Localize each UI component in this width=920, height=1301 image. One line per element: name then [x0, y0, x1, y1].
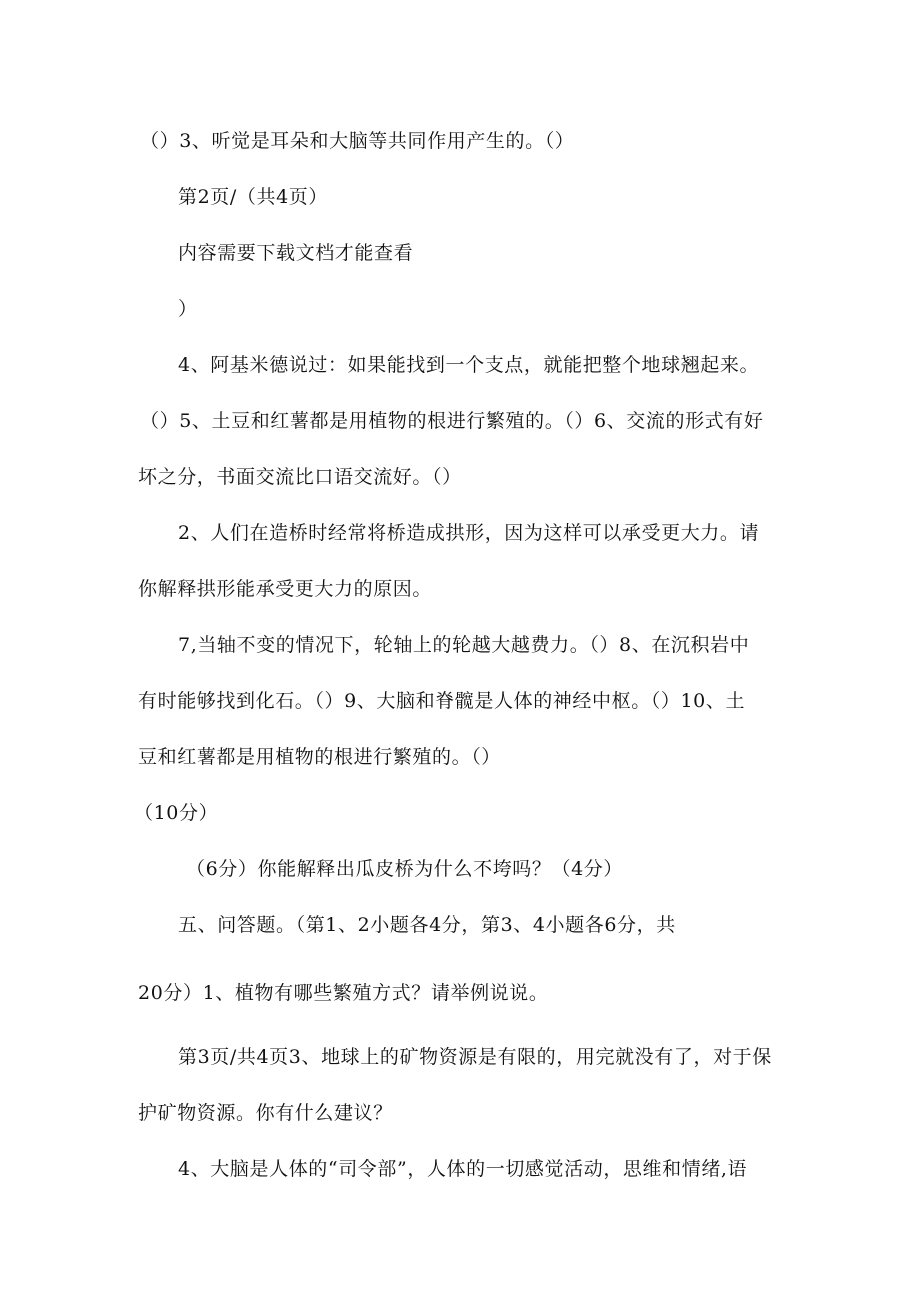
text-line-mineral-cont: 护矿物资源。你有什么建议？ — [138, 1102, 393, 1124]
text-line-melon-bridge: （6分）你能解释出瓜皮桥为什么不垮吗？（4分） — [186, 858, 623, 880]
text-line-plant-reproduction: 20分）1、植物有哪些繁殖方式？请举例说说。 — [138, 982, 549, 1004]
text-line-archimedes: 4、阿基米德说过：如果能找到一个支点，就能把整个地球翘起来。 — [178, 354, 760, 376]
text-line-arch-bridge: 2、人们在造桥时经常将桥造成拱形，因为这样可以承受更大力。请 — [178, 522, 760, 544]
section-heading-qa: 五、问答题。（第1、2小题各4分，第3、4小题各6分，共 — [178, 914, 676, 936]
text-line-potato-repeat: 豆和红薯都是用植物的根进行繁殖的。（） — [138, 746, 501, 768]
text-line-potato-communication: （）5、土豆和红薯都是用植物的根进行繁殖的。（）6、交流的形式有好 — [140, 410, 764, 432]
text-line-brain-command: 4、大脑是人体的“司令部”，人体的一切感觉活动，思维和情绪,语 — [178, 1158, 748, 1180]
text-line-wheel-axle: 7,当轴不变的情况下，轮轴上的轮越大越费力。（）8、在沉积岩中 — [178, 634, 750, 656]
page-indicator-2: 第2页/（共4页） — [178, 186, 328, 208]
download-notice: 内容需要下载文档才能查看 — [178, 242, 414, 264]
text-line-fossil-brain: 有时能够找到化石。（）9、大脑和脊髋是人体的神经中枢。（）10、土 — [138, 690, 746, 712]
text-line-communication-cont: 坏之分，书面交流比口语交流好。（） — [138, 466, 462, 488]
text-line-mineral-resources: 第3页/共4页3、地球上的矿物资源是有限的，用完就没有了，对于保 — [178, 1046, 772, 1068]
text-line-hearing-question: （）3、听觉是耳朵和大脑等共同作用产生的。（） — [140, 130, 575, 152]
score-note-10: （10分） — [134, 802, 219, 824]
text-line-arch-bridge-cont: 你解释拱形能承受更大力的原因。 — [138, 578, 433, 600]
text-line-paren: ） — [178, 298, 198, 320]
